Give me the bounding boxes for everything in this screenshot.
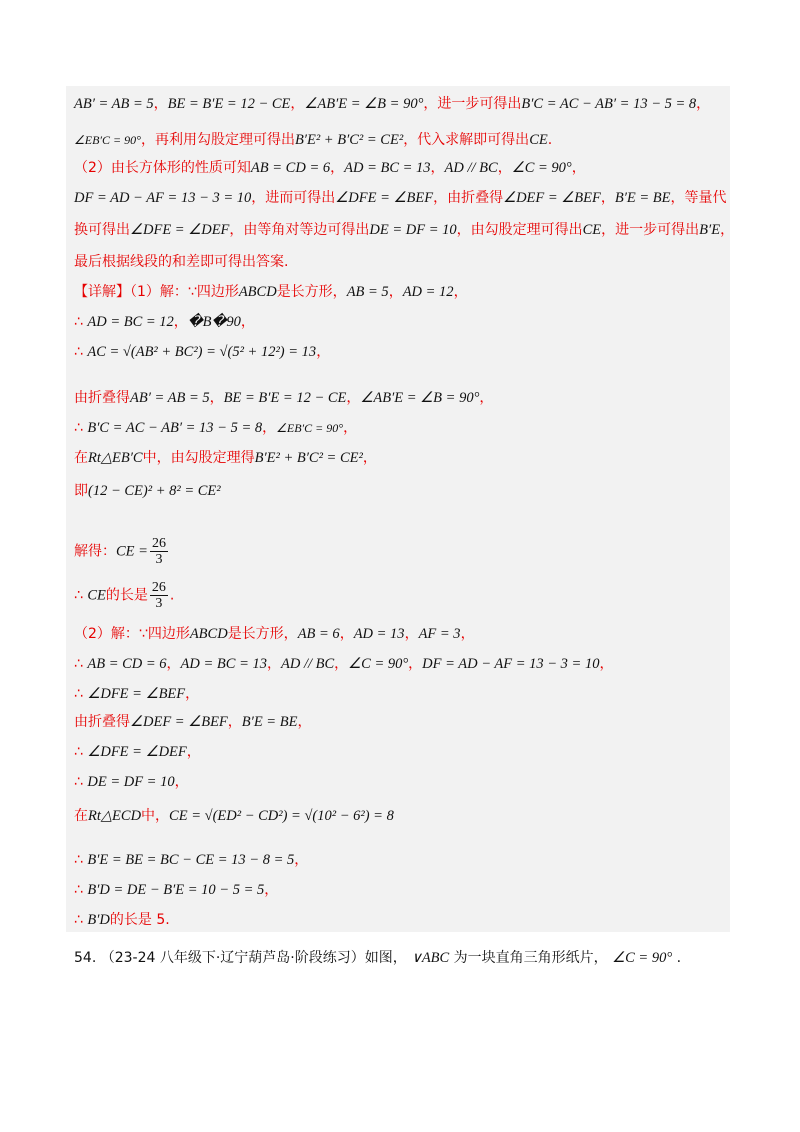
text-run: ，代入求解即可得出: [403, 132, 530, 148]
text-run: ∴: [74, 587, 88, 604]
math-expression: AB = 6: [297, 626, 340, 642]
text-run: ，: [240, 314, 255, 330]
solution-line: [74, 880, 278, 900]
math-expression: DF = AD − AF = 13 − 3 = 10: [422, 656, 600, 672]
math-expression: B′D: [87, 912, 110, 928]
text-run: ，: [174, 774, 189, 790]
math-expression: CE = √(ED² − CD²) = √(10² − 6²) = 8: [169, 808, 394, 824]
math-expression: B′E = BE: [614, 190, 671, 206]
text-run: ，进而可得出: [251, 190, 336, 206]
math-expression: DE = DF = 10: [87, 774, 175, 790]
math-expression: ABCD: [189, 626, 228, 642]
text-run: ，: [599, 656, 614, 672]
text-run: ，: [297, 714, 312, 730]
text-run: ，由等角对等边可得出: [229, 222, 370, 238]
text-run: 即: [74, 483, 88, 499]
math-expression: BE = B′E = 12 − CE: [167, 96, 291, 112]
text-run: .: [547, 132, 553, 148]
solution-line: [74, 220, 734, 240]
text-run: ，: [262, 420, 277, 436]
text-run: ，: [330, 160, 345, 176]
text-run: （2）解：∵四边形: [74, 626, 190, 642]
math-expression: AD // BC: [280, 656, 335, 672]
text-run: ，: [294, 852, 309, 868]
math-expression: AB′ = AB = 5: [74, 96, 154, 112]
text-run: ∴: [74, 774, 88, 790]
solution-line: [74, 388, 493, 408]
solution-line: [74, 130, 552, 150]
text-run: 是长方形，: [276, 284, 347, 300]
text-run: 中，: [141, 808, 170, 824]
text-run: 是长方形，: [227, 626, 298, 642]
math-expression: AB′ = AB = 5: [130, 390, 210, 406]
text-run: ，: [334, 656, 349, 672]
text-run: ，: [600, 190, 615, 206]
text-run: ∴: [74, 912, 88, 928]
text-run: ，等量代: [670, 190, 727, 206]
math-expression: B′E = BE: [241, 714, 298, 730]
text-run: ，: [571, 160, 586, 176]
text-run: ，: [479, 390, 494, 406]
math-expression: CE: [87, 587, 106, 604]
solution-line: [74, 624, 475, 644]
solution-line: [74, 94, 710, 114]
solution-line: [74, 158, 586, 178]
text-run: ，: [343, 420, 358, 436]
text-run: ，: [497, 160, 512, 176]
math-expression: AF = 3: [418, 626, 461, 642]
math-expression: ∠DFE = ∠BEF: [335, 190, 434, 206]
text-run: ，: [696, 96, 711, 112]
math-expression: B′E² + B′C² = CE²: [254, 450, 363, 466]
math-expression: AB = CD = 6: [250, 160, 331, 176]
math-expression: ∠DEF = ∠BEF: [503, 190, 601, 206]
text-run: 由折叠得: [74, 714, 130, 730]
text-run: 解得：: [74, 543, 116, 560]
text-run: ，: [362, 450, 377, 466]
text-run: ，: [264, 882, 279, 898]
text-run: ，: [460, 626, 475, 642]
text-run: 的长是: [105, 587, 148, 604]
text-run: ，: [453, 284, 468, 300]
math-expression: AD = 13: [353, 626, 405, 642]
text-run: ，: [404, 626, 419, 642]
math-expression: AD // BC: [444, 160, 498, 176]
math-expression: Rt△EB′C: [88, 450, 143, 466]
text-run: ，: [408, 656, 423, 672]
math-expression: AB = CD = 6: [87, 656, 167, 672]
solution-line: [74, 654, 613, 674]
math-expression: ∠EB′C = 90°: [276, 421, 344, 435]
math-expression: ABCD: [238, 284, 277, 300]
text-run: ，: [339, 626, 354, 642]
math-expression: ∠DFE = ∠DEF: [130, 222, 230, 238]
fraction-numerator: 26: [151, 536, 166, 551]
solution-line: [74, 342, 330, 362]
text-run: ，由勾股定理可得出: [456, 222, 583, 238]
question-end: .: [676, 950, 682, 966]
solution-line: [74, 481, 221, 501]
solution-line: [74, 282, 468, 302]
question-number: 54.: [74, 950, 97, 966]
math-expression: ∠C = 90°: [348, 656, 409, 672]
text-run: （2）由长方体形的性质可知: [74, 160, 251, 176]
math-expression: ∠DFE = ∠BEF: [87, 686, 186, 702]
text-run: ，: [290, 96, 305, 112]
text-run: ，: [720, 222, 735, 238]
solution-line: [74, 536, 170, 567]
math-expression: ∠DFE = ∠DEF: [87, 744, 187, 760]
text-run: ，: [430, 160, 445, 176]
text-run: 在: [74, 808, 88, 824]
solution-line: [74, 910, 170, 930]
math-expression: AB = 5: [346, 284, 389, 300]
math-expression: DE = DF = 10: [369, 222, 457, 238]
text-run: ∴: [74, 852, 88, 868]
math-expression: AD = BC = 12: [87, 314, 174, 330]
math-expression: ∠AB′E = ∠B = 90°: [360, 390, 480, 406]
text-run: ∴: [74, 656, 88, 672]
fraction-denominator: 3: [155, 552, 163, 567]
text-run: 【详解】（1）解：∵四边形: [74, 284, 239, 300]
math-expression: AD = 12: [402, 284, 454, 300]
question-source: （23-24 八年级下·辽宁葫芦岛·阶段练习）如图，: [100, 950, 407, 966]
text-run: ，进一步可得出: [423, 96, 522, 112]
solution-line: [74, 448, 377, 468]
text-run: ，: [173, 314, 188, 330]
text-run: ，: [388, 284, 403, 300]
math-expression: Rt△ECD: [88, 808, 142, 824]
text-run: 的长是 5.: [109, 912, 170, 928]
text-run: 由折叠得: [74, 390, 130, 406]
solution-line: [74, 312, 255, 332]
math-expression: B′C = AC − AB′ = 13 − 5 = 8: [87, 420, 263, 436]
math-expression: AD = BC = 13: [180, 656, 267, 672]
math-expression: ∠EB′C = 90°: [74, 133, 141, 147]
solution-line: [74, 742, 201, 762]
math-expression: CE =: [116, 543, 148, 560]
text-run: ∴: [74, 344, 88, 360]
text-run: ，: [346, 390, 361, 406]
math-expression: CE: [582, 222, 602, 238]
text-run: ，: [186, 744, 201, 760]
text-run: ∴: [74, 420, 88, 436]
text-run: ，: [209, 390, 224, 406]
fraction-denominator: 3: [155, 596, 163, 611]
solution-line: [74, 580, 174, 611]
text-run: ，: [227, 714, 242, 730]
math-expression: AC = √(AB² + BC²) = √(5² + 12²) = 13: [87, 344, 317, 360]
math-expression: ∠AB′E = ∠B = 90°: [304, 96, 424, 112]
solution-line: [74, 806, 394, 826]
solution-line: [74, 188, 727, 208]
solution-line: [74, 252, 288, 272]
math-expression: B′E² + B′C² = CE²: [294, 132, 404, 148]
text-run: ∴: [74, 314, 88, 330]
math-expression: �B�90: [187, 314, 241, 330]
question-mid: 为一块直角三角形纸片，: [453, 950, 608, 966]
text-run: ，再利用勾股定理可得出: [140, 132, 295, 148]
solution-line: [74, 418, 357, 438]
question-54: [74, 948, 681, 968]
text-run: ，: [185, 686, 200, 702]
math-expression: ∠C = 90°: [511, 160, 572, 176]
text-run: ，: [316, 344, 331, 360]
solution-line: [74, 684, 199, 704]
math-expression: BE = B′E = 12 − CE: [223, 390, 347, 406]
solution-line: [74, 712, 311, 732]
text-run: ，: [266, 656, 281, 672]
text-run: ，由折叠得: [433, 190, 504, 206]
text-run: .: [169, 587, 175, 604]
math-expression: ∠DEF = ∠BEF: [130, 714, 228, 730]
math-expression: CE: [529, 132, 548, 148]
text-run: 换可得出: [74, 222, 130, 238]
fraction: [150, 536, 168, 567]
math-expression: B′D = DE − B′E = 10 − 5 = 5: [87, 882, 265, 898]
question-angle: ∠C = 90°: [612, 950, 673, 966]
fraction-numerator: 26: [151, 580, 166, 595]
text-run: ，: [166, 656, 181, 672]
math-expression: B′E: [699, 222, 721, 238]
text-run: 最后根据线段的和差即可得出答案.: [74, 254, 289, 270]
fraction: [150, 580, 168, 611]
math-expression: (12 − CE)² + 8² = CE²: [88, 483, 221, 499]
text-run: ，: [153, 96, 168, 112]
text-run: ，进一步可得出: [601, 222, 700, 238]
text-run: ∴: [74, 744, 88, 760]
solution-line: [74, 772, 189, 792]
text-run: ∴: [74, 882, 88, 898]
math-expression: DF = AD − AF = 13 − 3 = 10: [74, 190, 252, 206]
text-run: 中，由勾股定理得: [142, 450, 255, 466]
solution-line: [74, 850, 308, 870]
math-expression: B′C = AC − AB′ = 13 − 5 = 8: [521, 96, 697, 112]
math-expression: B′E = BE = BC − CE = 13 − 8 = 5: [87, 852, 295, 868]
question-triangle: ∨ABC: [411, 950, 450, 966]
text-run: 在: [74, 450, 88, 466]
text-run: ∴: [74, 686, 88, 702]
math-expression: AD = BC = 13: [344, 160, 431, 176]
